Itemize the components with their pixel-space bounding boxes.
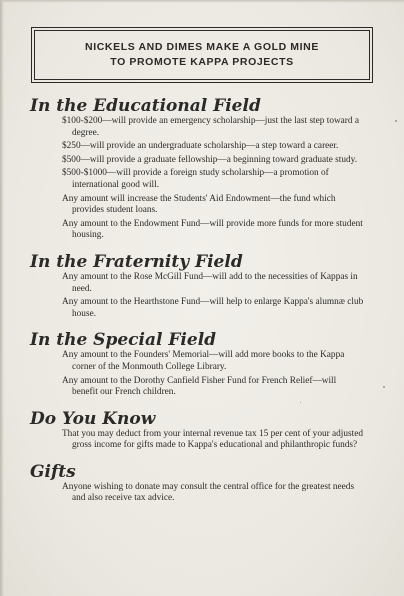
headline-box [34,30,370,80]
section-title: In the Fraternity Field [30,251,243,272]
paragraph: Any amount to the Dorothy Canfield Fisher Fund for French Relief—will benefit our French children. [62,375,337,398]
page-top-shadow [0,0,404,3]
section-educational [0,92,404,242]
paragraph: $500-$1000—will provide a foreign study scholarship—a promotion of international good will. [62,168,329,190]
section-title: Gifts [30,461,76,482]
section-title: In the Educational Field [30,96,261,116]
paragraph: Any amount to the Founders' Memorial—will add more books to the Kappa corner of the Monmouth College Library. [62,350,345,372]
section-title: In the Special Field [30,330,217,351]
section-special [0,326,404,398]
paragraph: Any amount will increase the Students' Aid Endowment—the fund which provides student loans. [62,193,336,216]
paragraph: Anyone wishing to donate may consult the central office for the greatest needs and also receive tax advice. [62,481,355,504]
paper-speck [383,386,385,388]
paragraph: That you may deduct from your internal revenue tax 15 per cent of your adjusted gross income for gifts made to Kappa's educational and philanthropic funds? [62,428,364,451]
paragraph: $500—will provide a graduate fellowship—a beginning toward graduate study. [62,154,358,165]
paper-speck [300,402,301,403]
headline-line-1: NICKELS AND DIMES MAKE A GOLD MINE [85,41,319,53]
paragraph: $100-$200—will provide an emergency scholarship—just the last step toward a degree. [62,116,360,138]
paragraph: Any amount to the Rose McGill Fund—will add to the necessities of Kappas in need. [62,271,358,294]
paragraph: Any amount to the Hearthstone Fund—will help to enlarge Kappa's alumnæ club house. [62,297,364,319]
headline-line-2: TO PROMOTE KAPPA PROJECTS [110,56,294,68]
paper-speck [395,120,397,122]
paragraph: Any amount to the Endowment Fund—will provide more funds for more student housing. [62,218,363,241]
section-gifts [0,458,404,505]
section-do-you-know [0,405,404,452]
section-title: Do You Know [30,408,156,429]
paragraph: $250—will provide an undergraduate scholarship—a step toward a career. [62,141,339,152]
document-body [0,92,404,511]
section-fraternity [0,248,404,320]
